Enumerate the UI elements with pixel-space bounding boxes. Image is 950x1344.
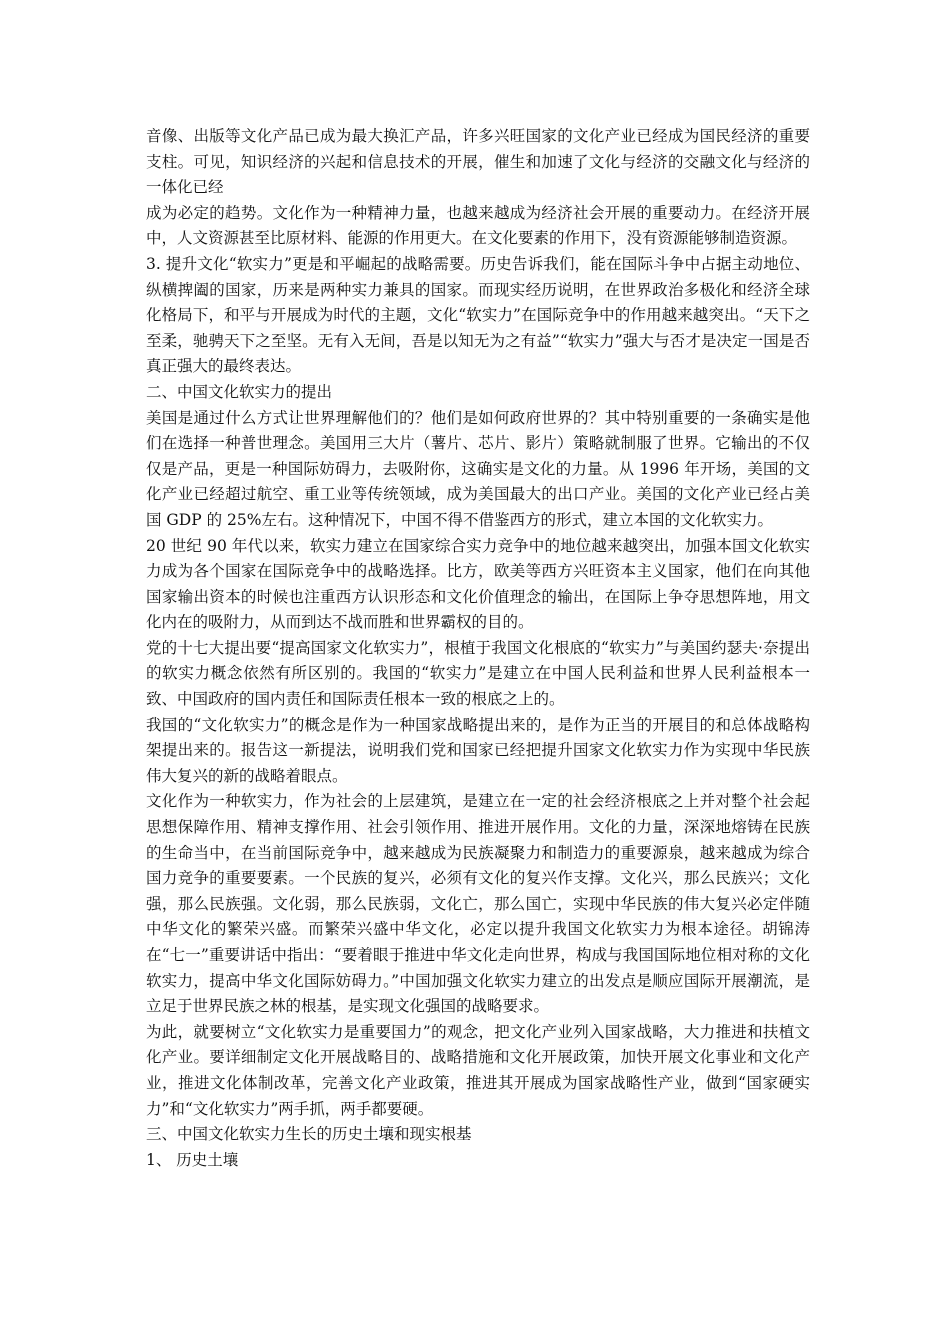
paragraph: 文化作为一种软实力，作为社会的上层建筑，是建立在一定的社会经济根底之上并对整个社会起思想保障作用、精神支撑作用、社会引领作用、推进开展作用。文化的力量，深深地熔铸在民族的生命当中，在当前国际竞争中，越来越成为民族凝聚力和制造力的重要源泉，越来越成为综合国力竞争的重要要素。一个民族的复兴，必须有文化的复兴作支撑。文化兴，那么民族兴；文化强，那么民族强。文化弱，那么民族弱，文化亡，那么国亡，实现中华民族的伟大复兴必定伴随中华文化的繁荣兴盛。而繁荣兴盛中华文化，必定以提升我国文化软实力为根本途径。胡锦涛在“七一”重要讲话中指出：“要着眼于推进中华文化走向世界，构成与我国国际地位相对称的文化软实力，提高中华文化国际妨碍力。”中国加强文化软实力建立的出发点是顺应国际开展潮流，是立足于世界民族之林的根基，是实现文化强国的战略要求。 xyxy=(146,792,810,1016)
section-heading: 三、中国文化软实力生长的历史土壤和现实根基 xyxy=(146,1125,472,1144)
paragraph: 20 世纪 90 年代以来，软实力建立在国家综合实力竞争中的地位越来越突出，加强本国文化软实力成为各个国家在国际竞争中的战略选择。比方，欧美等西方兴旺资本主义国家，他们在向其他国家输出资本的时候也注重西方认识形态和文化价值理念的输出，在国际上争夺思想阵地，用文化内在的吸附力，从而到达不战而胜和世界霸权的目的。 xyxy=(146,536,810,632)
section-heading: 二、中国文化软实力的提出 xyxy=(146,382,333,401)
paragraph: 我国的“文化软实力”的概念是作为一种国家战略提出来的，是作为正当的开展目的和总体战略构架提出来的。报告这一新提法，说明我们党和国家已经把提升国家文化软实力作为实现中华民族伟大复兴的新的战略着眼点。 xyxy=(146,715,810,785)
paragraph: 美国是通过什么方式让世界理解他们的？他们是如何政府世界的？其中特别重要的一条确实是他们在选择一种普世理念。美国用三大片（薯片、芯片、影片）策略就制服了世界。它输出的不仅仅是产品，更是一种国际妨碍力，去吸附你，这确实是文化的力量。从 1996 年开场，美国的文化产业已经超过航空、重工业等传统领域，成为美国最大的出口产业。美国的文化产业已经占美国 GDP 的 25%左右。这种情况下，中国不得不借鉴西方的形式，建立本国的文化软实力。 xyxy=(146,408,810,529)
paragraph: 成为必定的趋势。文化作为一种精神力量，也越来越成为经济社会开展的重要动力。在经济开展中，人文资源甚至比原材料、能源的作用更大。在文化要素的作用下，没有资源能够制造资源。 xyxy=(146,203,810,248)
paragraph: 3. 提升文化“软实力”更是和平崛起的战略需要。历史告诉我们，能在国际斗争中占据主动地位、纵横捭阖的国家，历来是两种实力兼具的国家。而现实经历说明，在世界政治多极化和经济全球化格局下，和平与开展成为时代的主题，文化“软实力”在国际竞争中的作用越来越突出。“天下之至柔，驰骋天下之至坚。无有入无间，吾是以知无为之有益”“软实力”强大与否才是决定一国是否真正强大的最终表达。 xyxy=(146,254,810,376)
paragraph: 音像、出版等文化产品已成为最大换汇产品，许多兴旺国家的文化产业已经成为国民经济的重要支柱。可见，知识经济的兴起和信息技术的开展，催生和加速了文化与经济的交融文化与经济的一体化已经 xyxy=(146,127,810,197)
subsection-heading: 1、 历史土壤 xyxy=(146,1150,239,1169)
paragraph: 党的十七大提出要“提高国家文化软实力”，根植于我国文化根底的“软实力”与美国约瑟夫·奈提出的软实力概念依然有所区别的。我国的“软实力”是建立在中国人民利益和世界人民利益根本一致、中国政府的国内责任和国际责任根本一致的根底之上的。 xyxy=(146,638,810,709)
document-body xyxy=(146,124,810,1173)
paragraph: 为此，就要树立“文化软实力是重要国力”的观念，把文化产业列入国家战略，大力推进和扶植文化产业。要详细制定文化开展战略目的、战略措施和文化开展政策，加快开展文化事业和文化产业，推进文化体制改革，完善文化产业政策，推进其开展成为国家战略性产业，做到“国家硬实力”和“文化软实力”两手抓，两手都要硬。 xyxy=(146,1022,810,1118)
